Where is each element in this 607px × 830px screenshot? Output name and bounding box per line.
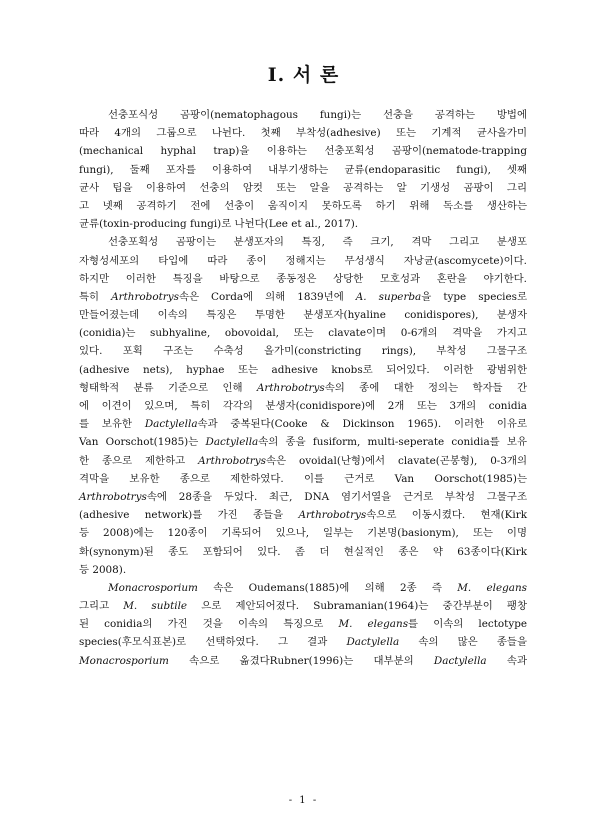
text-run: 속의 종에 대한 정의는 학자들 간 [324, 381, 527, 394]
text-run: 으로 제안되어졌다. Subramanian(1964)는 중간부분이 팽창 [187, 600, 527, 613]
page-number: - 1 - [288, 795, 319, 806]
text-line [79, 197, 527, 215]
italic-term: Arthrobotrys [79, 490, 147, 503]
text-run: 에 이견이 있으며, 특히 각각의 분생자(conidispore)에 2개 또는 3개의 conidia [79, 400, 527, 412]
text-run: 만들어졌는데 이속의 특징은 투명한 분생포자(hyaline conidispores), 분생자 [79, 309, 527, 322]
text-line [79, 524, 527, 542]
text-run: 균류(toxin-producing fungi)로 나뉜다(Lee et al., 2017). [79, 218, 359, 231]
italic-term: Dactylella [346, 636, 400, 649]
text-line [79, 561, 527, 579]
text-line [79, 470, 527, 488]
text-line [79, 652, 527, 670]
italic-term: M. subtile [123, 600, 188, 613]
text-line [79, 597, 527, 615]
text-line [79, 361, 527, 379]
text-run: 속의 많은 종들을 [399, 636, 527, 649]
text-run: 고 넷째 공격하기 전에 선충이 움직이지 못하도록 하기 위해 독소를 생산하는 [79, 199, 527, 212]
italic-term: Monacrosporium [108, 581, 198, 594]
text-run: 을 type species로 [421, 290, 527, 303]
text-line [79, 579, 527, 597]
text-run: 격막을 보유한 종으로 제한하였다. 이를 근거로 Van Oorschot(1985)는 [79, 472, 527, 485]
text-run: (conidia)는 subhyaline, obovoidal, 또는 clavate이며 0-6개의 격막을 가지고 [79, 327, 527, 340]
text-run: 등 2008)에는 120종이 기록되어 있으나, 일부는 기본명(basionym), 또는 이명 [79, 527, 527, 540]
text-run: 속은 ovoidal(난형)에서 clavate(곤봉형), 0-3개의 [265, 454, 527, 467]
italic-term: Dactylella [144, 418, 198, 431]
italic-term: Dactylella [433, 654, 487, 667]
text-line [79, 433, 527, 451]
text-run: 선충포획성 곰팡이는 분생포자의 특징, 즉 크기, 격막 그리고 분생포 [108, 236, 527, 249]
italic-term: M. elegans [338, 618, 409, 631]
body-text [79, 106, 527, 670]
text-line [79, 179, 527, 197]
text-line [79, 379, 527, 397]
text-line [79, 452, 527, 470]
text-line [79, 324, 527, 342]
text-line [79, 106, 527, 124]
text-run: 자형성세포의 타입에 따라 종이 정해지는 무성생식 자낭균(ascomycete)이다. [79, 254, 527, 267]
text-line [79, 252, 527, 270]
text-run: 를 이속의 lectotype [408, 618, 527, 631]
text-run: fungi), 둘째 포자를 이용하여 내부기생하는 균류(endoparasitic fungi), 셋째 [79, 163, 527, 176]
text-line [79, 615, 527, 633]
text-run: 그리고 [79, 600, 124, 613]
text-run: 를 보유한 [79, 418, 145, 431]
text-line [79, 397, 527, 415]
text-run: (adhesive network)를 가진 종들을 [79, 509, 299, 522]
italic-term: A. superba [355, 290, 422, 303]
text-line [79, 233, 527, 251]
text-run: 속은 Oudemans(1885)에 의해 2종 즉 [197, 581, 458, 594]
text-run: 따라 4개의 그룹으로 나뉜다. 첫째 부착성(adhesive) 또는 기계적 균사올가미 [79, 127, 527, 140]
text-line [79, 124, 527, 142]
text-run: species(후모식표본)로 선택하였다. 그 결과 [79, 636, 347, 649]
text-run: 화(synonym)된 종도 포함되어 있다. 좀 더 현실적인 종은 약 63종이다(Kirk [79, 545, 527, 558]
text-line [79, 488, 527, 506]
italic-term: Arthrobotrys [198, 454, 266, 467]
text-run: 하지만 이러한 특징을 바탕으로 종동정은 상당한 모호성과 혼란을 야기한다. [79, 272, 527, 285]
italic-term: Dactylella [205, 436, 259, 449]
text-run: 한 종으로 제한하고 [79, 454, 199, 467]
text-line [79, 161, 527, 179]
text-run: 등 2008). [79, 563, 127, 576]
text-run: 속으로 옮겼다Rubner(1996)는 대부분의 [168, 654, 434, 667]
text-line [79, 506, 527, 524]
text-line [79, 415, 527, 433]
text-run: 속은 Corda에 의해 1839년에 [178, 290, 356, 303]
text-run: 형태학적 분류 기준으로 인해 [79, 381, 257, 394]
italic-term: Arthrobotrys [256, 381, 325, 394]
text-line [79, 342, 527, 360]
text-line [79, 270, 527, 288]
text-run: 속의 종을 fusiform, multi-seperate conidia를 보유 [258, 436, 527, 449]
italic-term: Monacrosporium [79, 654, 169, 667]
text-line [79, 633, 527, 651]
text-line [79, 215, 527, 233]
text-run: 선충포식성 곰팡이(nematophagous fungi)는 선충을 공격하는 방법에 [108, 109, 527, 121]
text-run: Van Oorschot(1985)는 [79, 436, 206, 449]
italic-term: Arthrobotrys [298, 509, 367, 522]
text-run: 된 conidia의 가진 것을 이속의 특징으로 [79, 618, 339, 631]
text-run: (adhesive nets), hyphae 또는 adhesive knobs로 되어있다. 이러한 광범위한 [79, 363, 527, 376]
text-line [79, 288, 527, 306]
text-run: 균사 팁을 이용하여 선충의 암컷 또는 알을 공격하는 알 기생성 곰팡이 그리 [79, 181, 527, 194]
text-run: 속에 28종을 두었다. 최근, DNA 염기서열을 근거로 부착성 그물구조 [146, 490, 527, 503]
italic-term: Arthrobotrys [111, 290, 179, 303]
text-run: 특히 [79, 290, 112, 303]
text-run: (mechanical hyphal trap)을 이용하는 선충포획성 곰팡이(nematode-trapping [79, 145, 527, 158]
text-run: 있다. 포획 구조는 수축성 올가미(constricting rings), 부착성 그물구조 [79, 345, 527, 358]
section-title: I. 서 론 [267, 64, 340, 86]
text-line [79, 306, 527, 324]
text-line [79, 543, 527, 561]
text-run: 속으로 이동시켰다. 현재(Kirk [366, 509, 527, 522]
italic-term: M. elegans [457, 581, 527, 594]
text-run: 속과 중복된다(Cooke & Dickinson 1965). 이러한 이유로 [197, 418, 527, 431]
text-line [79, 142, 527, 160]
text-run: 속과 [486, 654, 527, 667]
